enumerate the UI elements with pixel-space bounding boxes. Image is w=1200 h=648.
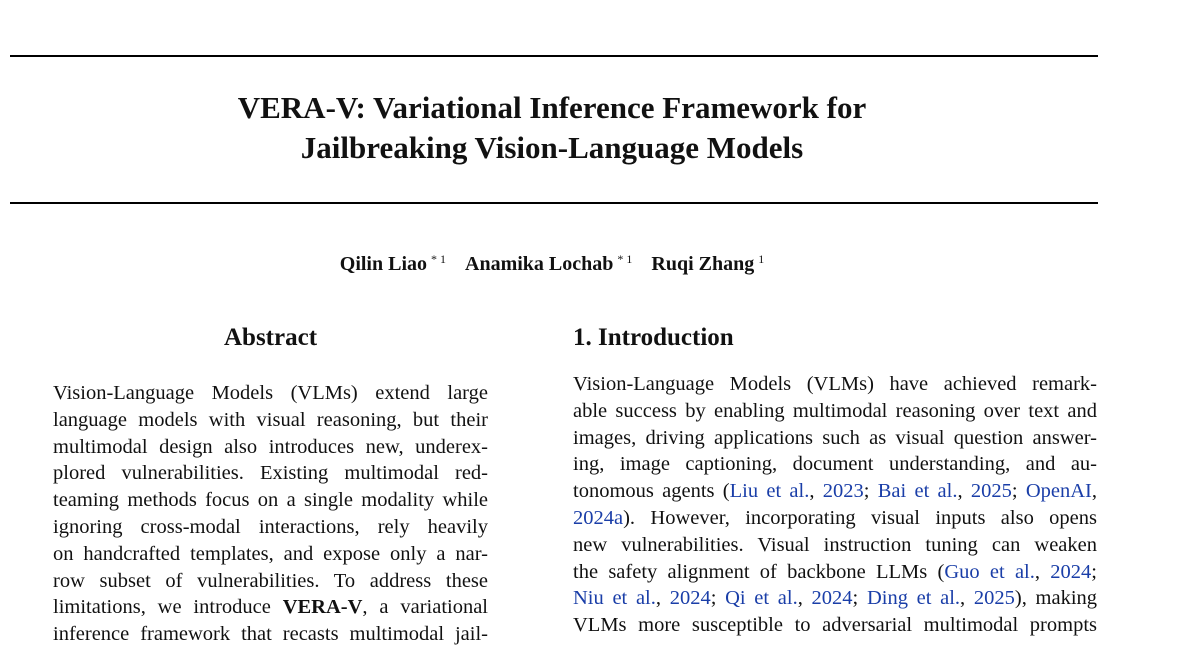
citation-link[interactable]: Niu et al. bbox=[573, 587, 656, 610]
introduction-heading: 1. Introduction bbox=[573, 324, 734, 351]
paper-title bbox=[0, 88, 1104, 168]
abstract-line: multimodal design also introduces new, underex- bbox=[53, 435, 488, 458]
abstract-line bbox=[53, 594, 488, 621]
abstract-line: row subset of vulnerabilities. To address these bbox=[53, 569, 488, 592]
author bbox=[465, 253, 632, 275]
citation-link[interactable]: Qi et al. bbox=[725, 587, 798, 610]
citation-link[interactable]: 2024a bbox=[573, 506, 624, 529]
text-run: ; bbox=[863, 480, 878, 503]
abstract-line: ignoring cross-modal interactions, rely heavily bbox=[53, 515, 488, 538]
citation-link[interactable]: Ding et al. bbox=[866, 587, 961, 610]
text-run: ). However, incorporating visual inputs also opens bbox=[623, 506, 1097, 529]
abstract-line: Vision-Language Models (VLMs) extend large bbox=[53, 382, 488, 404]
text-run: limitations, we introduce bbox=[53, 596, 283, 619]
title-line-1: VERA-V: Variational Inference Framework for bbox=[237, 90, 867, 125]
abstract-body bbox=[53, 380, 488, 648]
text-run: ; bbox=[852, 587, 867, 610]
intro-line bbox=[573, 559, 1097, 586]
author bbox=[340, 253, 446, 275]
author-list bbox=[0, 252, 1104, 276]
text-run: ; bbox=[710, 587, 726, 610]
text-run: , bbox=[1091, 480, 1098, 503]
citation-link[interactable]: Bai et al. bbox=[877, 480, 958, 503]
citation-link[interactable]: 2024 bbox=[1050, 560, 1092, 583]
intro-line bbox=[573, 505, 1097, 532]
author-name: Anamika Lochab bbox=[465, 253, 614, 275]
intro-line: images, driving applications such as visual question answer- bbox=[573, 426, 1097, 449]
text-run: , bbox=[797, 587, 812, 610]
text-run: ), making bbox=[1014, 587, 1098, 610]
author-name: Qilin Liao bbox=[339, 253, 428, 275]
author-affiliation: 1 bbox=[758, 252, 765, 266]
text-run: , bbox=[655, 587, 670, 610]
citation-link[interactable]: 2025 bbox=[970, 480, 1012, 503]
method-name: VERA-V bbox=[282, 596, 363, 619]
abstract-line: plored vulnerabilities. Existing multimodal red- bbox=[53, 462, 488, 485]
author bbox=[651, 253, 764, 275]
author-name: Ruqi Zhang bbox=[651, 253, 755, 275]
intro-line bbox=[573, 585, 1097, 612]
text-run: , bbox=[957, 480, 971, 503]
citation-link[interactable]: 2024 bbox=[669, 587, 711, 610]
abstract-line: teaming methods focus on a single modality while bbox=[53, 489, 488, 512]
abstract-line: on handcrafted templates, and expose only a nar- bbox=[53, 542, 488, 565]
text-run: ; bbox=[1091, 560, 1097, 583]
text-run: , bbox=[809, 480, 823, 503]
introduction-body bbox=[573, 371, 1097, 639]
text-run: ; bbox=[1011, 480, 1026, 503]
citation-link[interactable]: OpenAI bbox=[1025, 480, 1092, 503]
intro-line: able success by enabling multimodal reasoning over text and bbox=[573, 399, 1097, 422]
bottom-rule bbox=[10, 202, 1098, 204]
intro-line: new vulnerabilities. Visual instruction tuning can weaken bbox=[573, 533, 1097, 556]
intro-line: VLMs more susceptible to adversarial multimodal prompts bbox=[573, 614, 1097, 637]
citation-link[interactable]: 2023 bbox=[822, 480, 864, 503]
author-affiliation: * 1 bbox=[617, 252, 633, 266]
citation-link[interactable]: Liu et al. bbox=[729, 480, 810, 503]
text-run: , bbox=[960, 587, 974, 610]
text-run: tonomous agents ( bbox=[573, 480, 730, 503]
text-run: the safety alignment of backbone LLMs ( bbox=[573, 560, 945, 583]
top-rule bbox=[10, 55, 1098, 57]
author-affiliation: * 1 bbox=[431, 252, 447, 266]
abstract-line: language models with visual reasoning, but their bbox=[53, 408, 488, 431]
intro-line: ing, image captioning, document understanding, and au- bbox=[573, 453, 1097, 476]
abstract-heading: Abstract bbox=[223, 324, 318, 351]
citation-link[interactable]: Guo et al. bbox=[944, 560, 1035, 583]
abstract-line: inference framework that recasts multimodal jail- bbox=[53, 623, 488, 646]
citation-link[interactable]: 2025 bbox=[973, 587, 1015, 610]
title-line-2: Jailbreaking Vision-Language Models bbox=[300, 130, 804, 165]
intro-line: Vision-Language Models (VLMs) have achieved remark- bbox=[573, 373, 1097, 395]
intro-line bbox=[573, 478, 1097, 505]
text-run: , a variational bbox=[362, 596, 489, 619]
citation-link[interactable]: 2024 bbox=[811, 587, 853, 610]
text-run: , bbox=[1034, 560, 1051, 583]
